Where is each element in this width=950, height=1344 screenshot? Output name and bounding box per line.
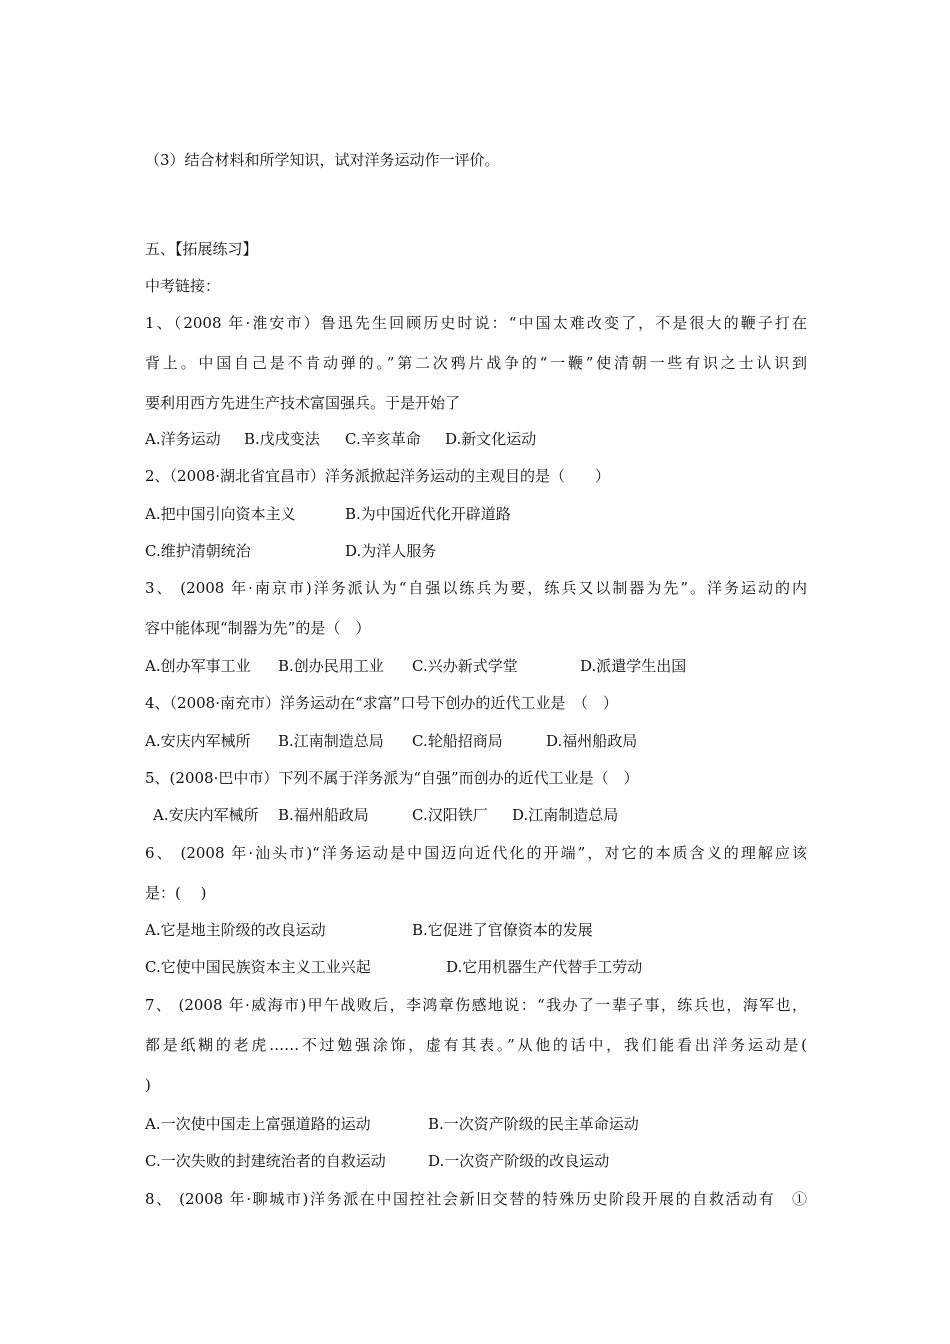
question-3-option-b: B.创办民用工业 [278,657,384,675]
question-6-option-a: A.它是地主阶级的改良运动 [145,921,326,939]
question-3-option-d: D.派遣学生出国 [580,657,687,675]
question-4-option-b: B.江南制造总局 [278,732,384,750]
question-8-line-1: 8、 (2008 年·聊城市)洋务派在中国控社会新旧交替的特殊历史阶段开展的自救活动有 ① [145,1190,807,1208]
question-1-line-3: 要利用西方先进生产技术富国强兵。于是开始了 [145,394,461,412]
question-4-option-c: C.轮船招商局 [412,732,503,750]
question-6-line-1: 6、 (2008 年·汕头市)“洋务运动是中国迈向近代化的开端”，对它的本质含义的理解应该 [145,844,807,862]
question-1-option-d: D.新文化运动 [445,430,537,448]
question-2-option-c: C.维护清朝统治 [145,542,251,560]
question-4-line-1: 4、（2008·南充市）洋务运动在“求富”口号下创办的近代工业是 （ ） [145,694,618,712]
question-6-option-d: D.它用机器生产代替手工劳动 [446,958,643,976]
question-1-line-1: 1、（2008 年·淮安市）鲁迅先生回顾历史时说：“中国太难改变了，不是很大的鞭子打在 [145,314,807,332]
question-5-option-d: D.江南制造总局 [512,806,619,824]
question-6-line-2: 是：( ) [145,884,207,902]
question-2-option-a: A.把中国引向资本主义 [145,505,296,523]
intro-question: （3）结合材料和所学知识，试对洋务运动作一评价。 [145,151,500,169]
question-5-line-1: 5、(2008·巴中市）下列不属于洋务派为“自强”而创办的近代工业是（ ） [145,769,639,787]
question-4-option-d: D.福州船政局 [546,732,638,750]
question-1-option-b: B.戊戌变法 [244,430,320,448]
section-title: 五、【拓展练习】 [145,240,258,258]
question-3-line-2: 容中能体现“制器为先”的是（ ） [145,619,371,637]
question-7-line-2: 都是纸糊的老虎……不过勉强涂饰，虚有其表。”从他的话中，我们能看出洋务运动是( [145,1036,807,1054]
question-5-option-c: C.汉阳铁厂 [412,806,488,824]
question-2-line-1: 2、（2008·湖北省宜昌市）洋务派掀起洋务运动的主观目的是（ ） [145,467,610,485]
question-2-option-d: D.为洋人服务 [345,542,437,560]
question-6-option-c: C.它使中国民族资本主义工业兴起 [145,958,371,976]
question-7-line-3: ) [145,1076,151,1094]
question-7-option-a: A.一次使中国走上富强道路的运动 [145,1115,371,1133]
question-3-option-a: A.创办军事工业 [145,657,251,675]
question-6-option-b: B.它促进了官僚资本的发展 [412,921,593,939]
question-1-option-a: A.洋务运动 [145,430,221,448]
question-3-option-c: C.兴办新式学堂 [412,657,518,675]
question-7-option-c: C.一次失败的封建统治者的自救运动 [145,1152,386,1170]
question-1-option-c: C.辛亥革命 [345,430,421,448]
question-5-option-b: B.福州船政局 [278,806,369,824]
question-3-line-1: 3、 (2008 年·南京市)洋务派认为“自强以练兵为要，练兵又以制器为先”。洋务运动的内 [145,579,807,597]
question-2-option-b: B.为中国近代化开辟道路 [345,505,511,523]
question-7-option-b: B.一次资产阶级的民主革命运动 [428,1115,639,1133]
question-1-line-2: 背上。中国自己是不肯动弹的。”第二次鸦片战争的“一鞭”使清朝一些有识之士认识到 [145,354,807,372]
question-7-option-d: D.一次资产阶级的改良运动 [428,1152,610,1170]
subheading: 中考链接： [145,277,221,295]
question-4-option-a: A.安庆内军械所 [145,732,251,750]
question-7-line-1: 7、 (2008 年·威海市)甲午战败后，李鸿章伤感地说：“我办了一辈子事，练兵也，海军也， [145,996,807,1014]
question-5-option-a: A.安庆内军械所 [153,806,259,824]
